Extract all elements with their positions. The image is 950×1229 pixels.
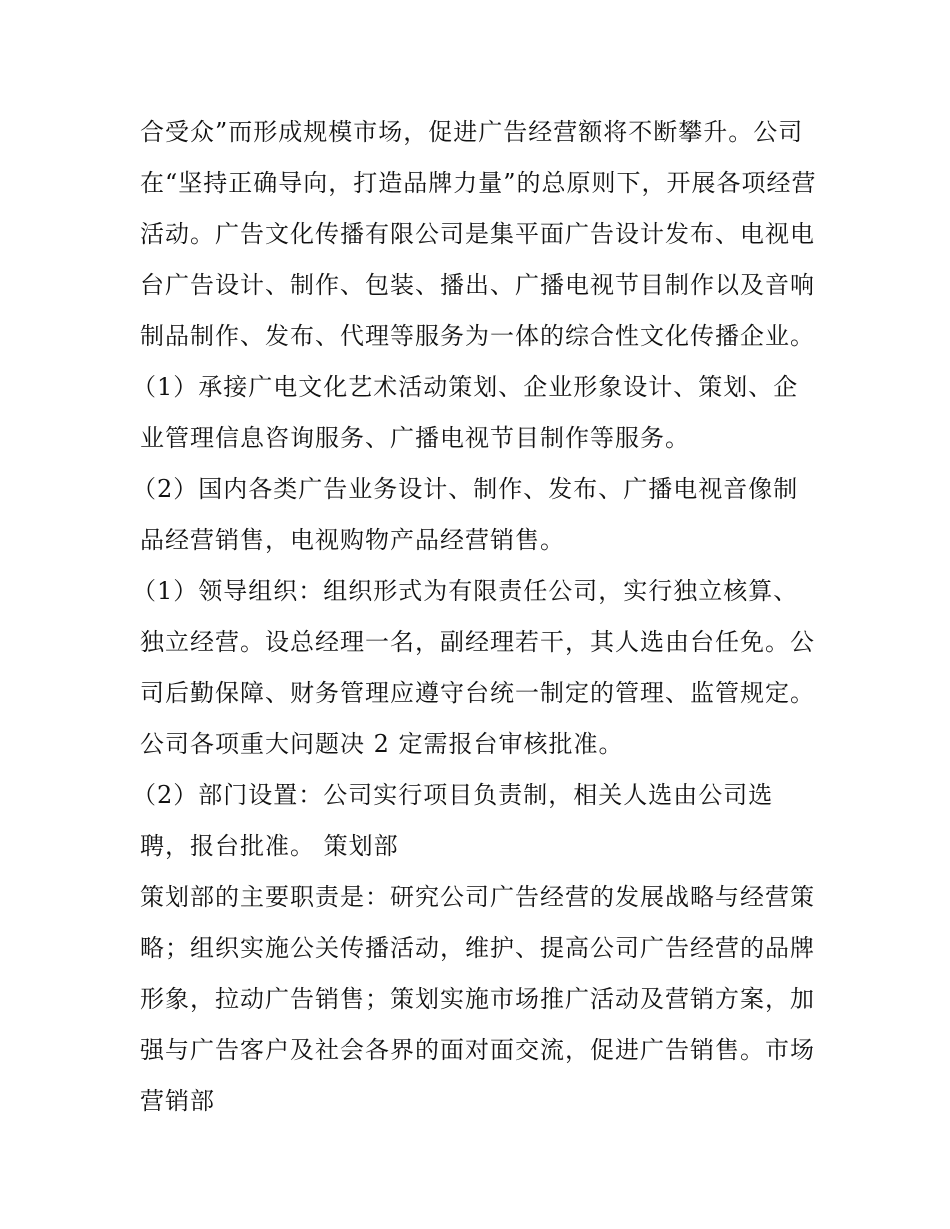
- text-line: 独立经营。设总经理一名，副经理若干，其人选由台任免。公: [140, 628, 815, 656]
- text-line: 司后勤保障、财务管理应遵守台统一制定的管理、监管规定。: [140, 679, 815, 707]
- text-line: 品经营销售，电视购物产品经营销售。: [140, 526, 565, 554]
- text-line: 形象，拉动广告销售；策划实施市场推广活动及营销方案，加: [140, 985, 815, 1013]
- text-line: 策划部的主要职责是：研究公司广告经营的发展战略与经营策: [140, 883, 815, 911]
- body-text: [132, 107, 830, 1127]
- text-line: 合受众”而形成规模市场，促进广告经营额将不断攀升。公司: [140, 118, 804, 146]
- list-item-line: （2）部门设置：公司实行项目负责制，相关人选由公司选: [132, 781, 774, 809]
- text-line: 聘，报台批准。 策划部: [140, 832, 399, 860]
- text-line: 在“坚持正确导向，打造品牌力量”的总原则下，开展各项经营: [140, 169, 817, 197]
- text-line: 强与广告客户及社会各界的面对面交流，促进广告销售。市场: [140, 1036, 815, 1064]
- list-item-line: （1）领导组织：组织形式为有限责任公司，实行独立核算、: [132, 577, 799, 605]
- text-line: 台广告设计、制作、包装、播出、广播电视节目制作以及音响: [140, 271, 815, 299]
- text-line: 业管理信息咨询服务、广播电视节目制作等服务。: [140, 424, 690, 452]
- list-item-line: （1）承接广电文化艺术活动策划、企业形象设计、策划、企: [132, 373, 799, 401]
- list-item-line: （2）国内各类广告业务设计、制作、发布、广播电视音像制: [132, 475, 799, 503]
- text-line: 略；组织实施公关传播活动，维护、提高公司广告经营的品牌: [140, 934, 815, 962]
- text-line: 公司各项重大问题决 2 定需报台审核批准。: [140, 730, 624, 758]
- text-line: 活动。广告文化传播有限公司是集平面广告设计发布、电视电: [140, 220, 815, 248]
- text-line: 营销部: [140, 1087, 215, 1115]
- text-line: 制品制作、发布、代理等服务为一体的综合性文化传播企业。: [140, 322, 815, 350]
